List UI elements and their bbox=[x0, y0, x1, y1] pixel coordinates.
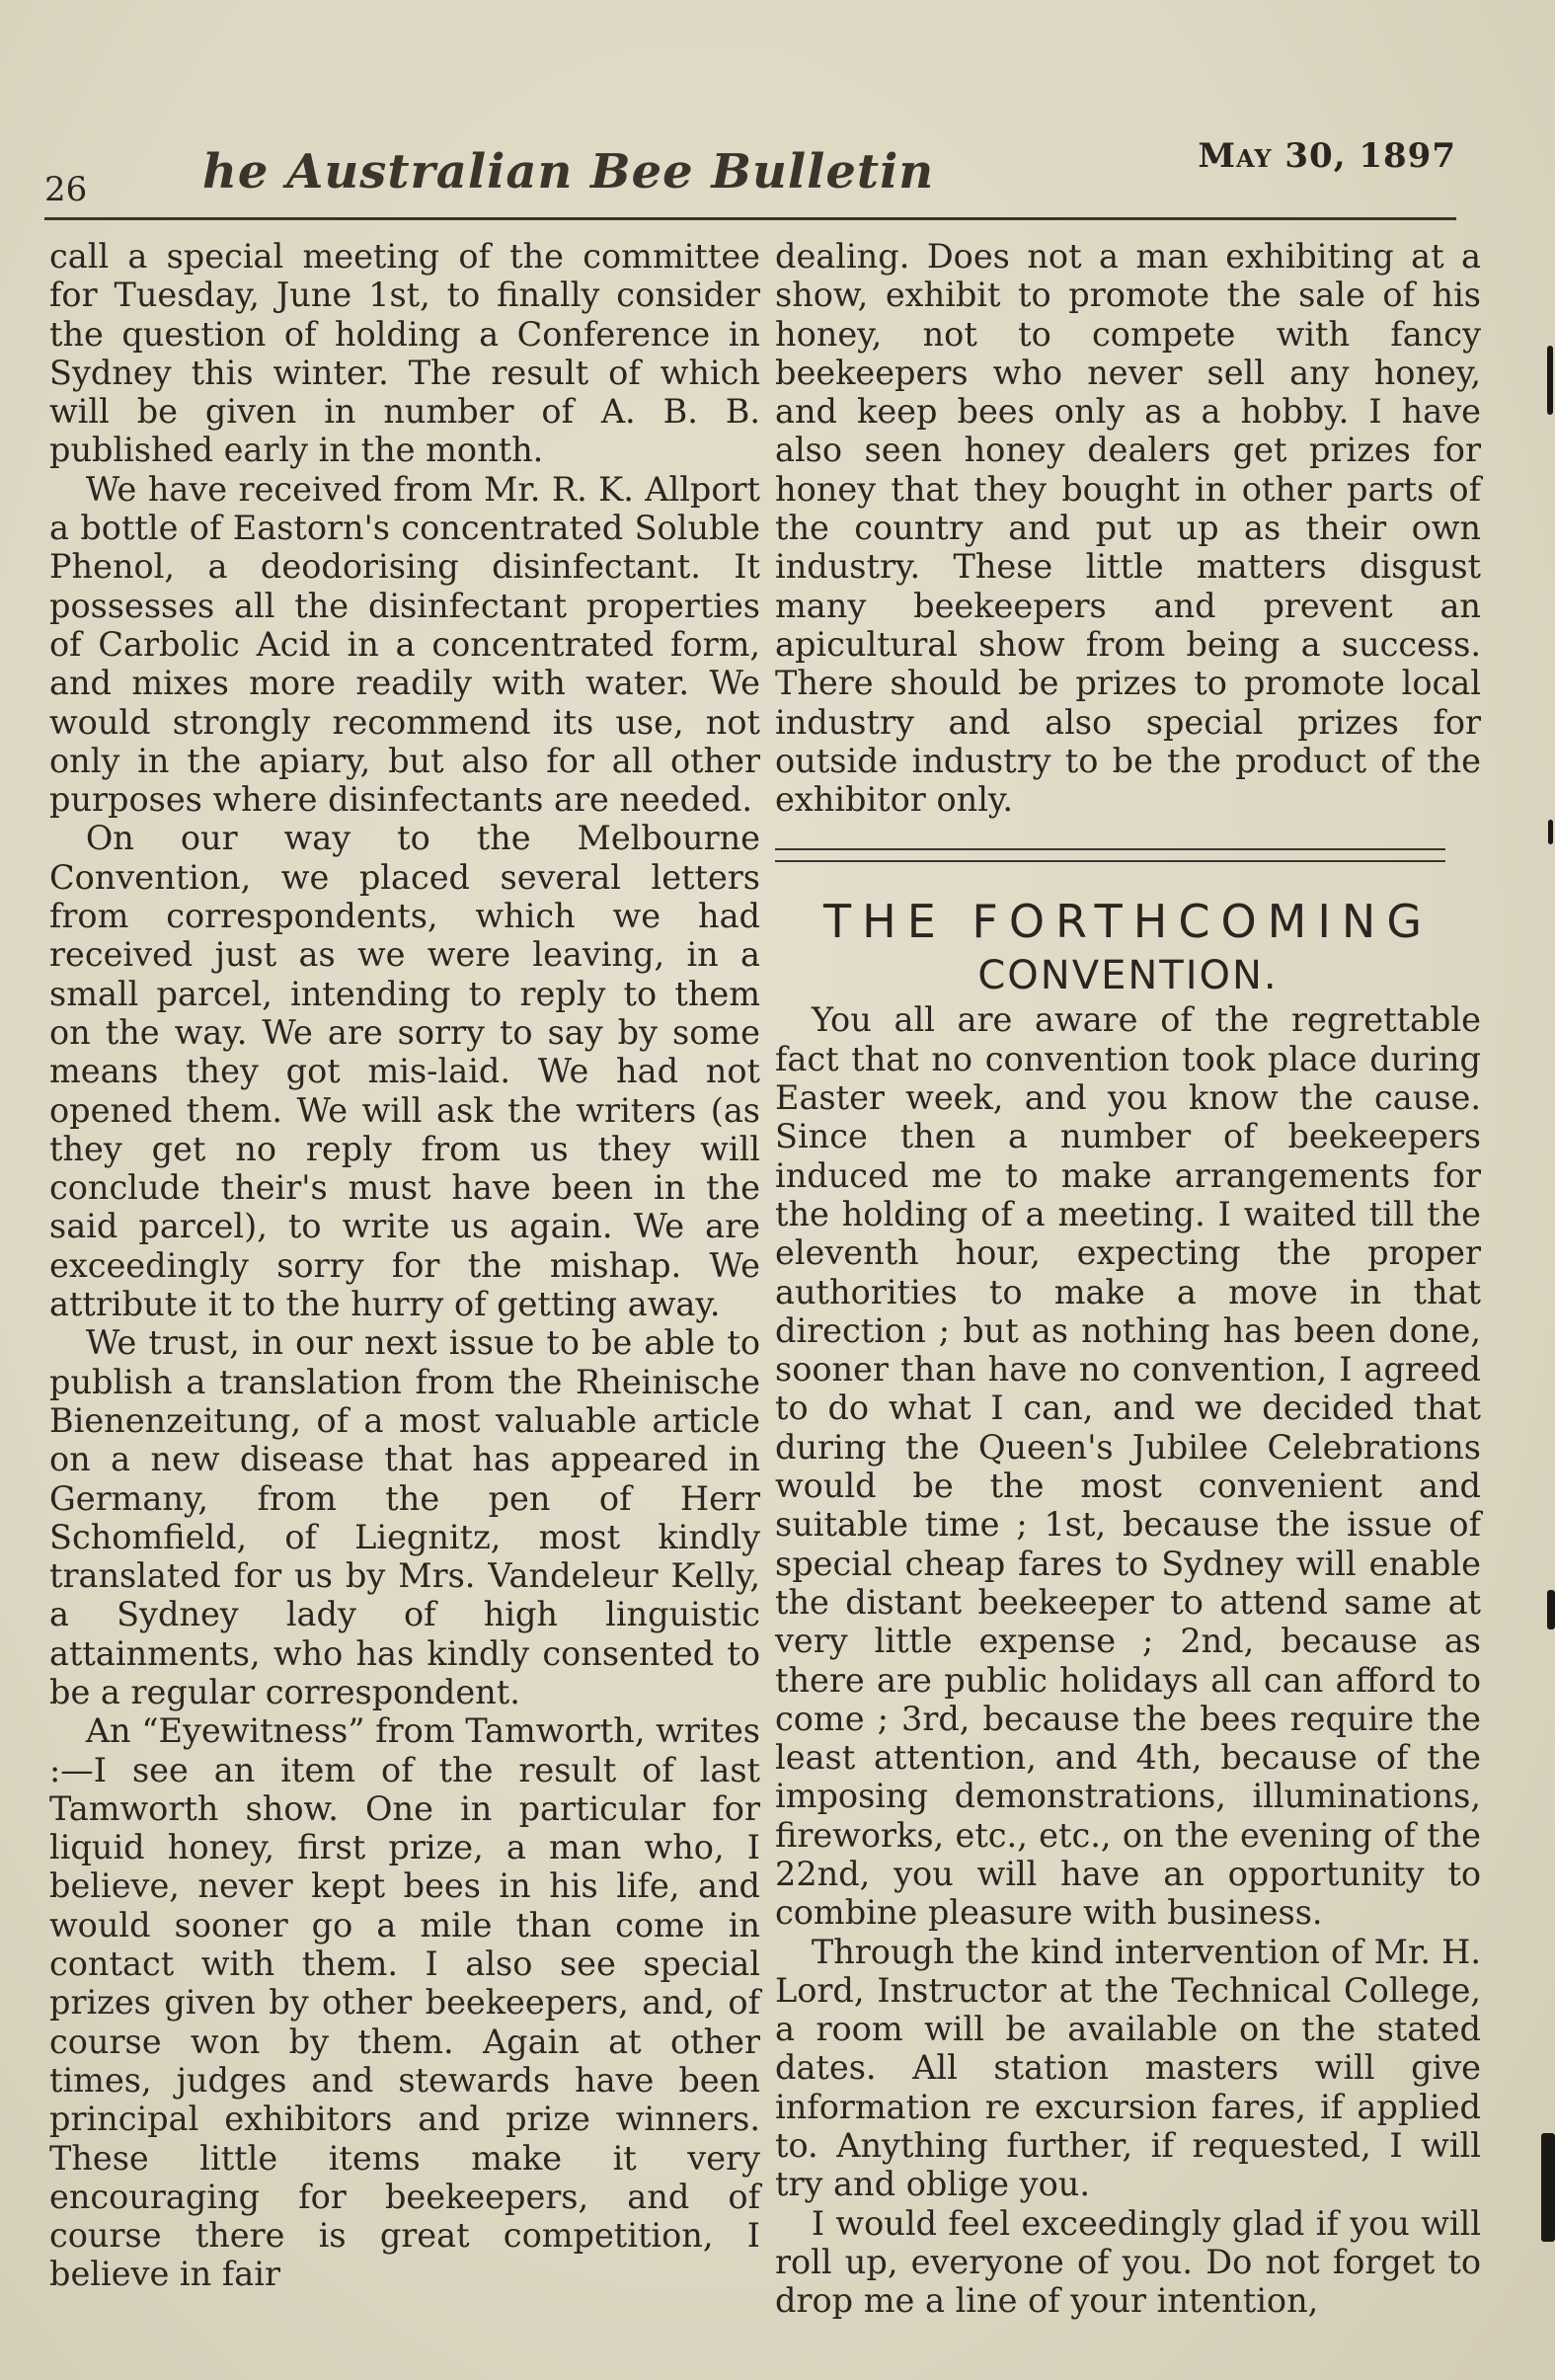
edge-mark bbox=[1548, 820, 1553, 844]
continuation-paragraph: dealing. Does not a man exhibiting at a show, exhibit to promote the sale of his honey, not to compete with fancy beekeepers who never sell any honey, and keep bees only as a hobby. I have also seen honey dealers get prizes for honey that they bought in other parts of the country and put up as their own industry. These little matters disgust many beekeepers and prevent an apicultural show from being a success. There should be prizes to promote local industry and also special prizes for outside industry to be the product of the exhibitor only. bbox=[775, 237, 1481, 820]
page-edge-marks bbox=[1537, 0, 1555, 2380]
issue-date: May 30, 1897 bbox=[1198, 136, 1456, 176]
page-number: 26 bbox=[44, 170, 88, 209]
right-column bbox=[775, 237, 1481, 2321]
paragraph: On our way to the Melbourne Convention, we placed several letters from correspondents, which we had received just as we were leaving, in a small parcel, intending to reply to them on the way. We are sorry to say by some means they got mis-laid. We had not opened them. We will ask the writers (as they get no reply from us they will conclude their's must have been in the said parcel), to write us again. We are exceedingly sorry for the mishap. We attribute it to the hurry of getting away. bbox=[49, 819, 760, 1324]
edge-mark bbox=[1541, 2133, 1555, 2242]
page-header bbox=[44, 136, 1456, 225]
edge-mark bbox=[1547, 1590, 1555, 1629]
paragraph: We have received from Mr. R. K. Allport a bottle of Eastorn's concentrated Soluble Phenol, a deodorising disinfectant. It possesses all the disinfectant properties of Carbolic Acid in a concentrated form, and mixes more readily with water. We would strongly recommend its use, not only in the apiary, but also for all other purposes where disinfectants are needed. bbox=[49, 469, 760, 820]
paragraph: call a special meeting of the committee for Tuesday, June 1st, to finally consider the question of holding a Conference in Sydney this winter. The result of which will be given in number of A. B. B. published early in the month. bbox=[49, 237, 760, 470]
left-column bbox=[49, 237, 760, 2294]
section-divider bbox=[775, 848, 1445, 862]
journal-title: he Australian Bee Bulletin bbox=[202, 144, 935, 199]
edge-mark bbox=[1547, 346, 1553, 415]
paragraph: I would feel exceedingly glad if you will roll up, everyone of you. Do not forget to drop me a line of your intention, bbox=[775, 2203, 1481, 2321]
paragraph: Through the kind intervention of Mr. H. Lord, Instructor at the Technical College, a room will be available on the stated dates. All station masters will give information re excursion fares, if applied to. Anything further, if requested, I will try and oblige you. bbox=[775, 1932, 1481, 2204]
paragraph: We trust, in our next issue to be able to publish a translation from the Rheinische Bienenzeitung, of a most valuable article on a new disease that has appeared in Germany, from the pen of Herr Schomfield, of Liegnitz, most kindly translated for us by Mrs. Vandeleur Kelly, a Sydney lady of high linguistic attainments, who has kindly consented to be a regular correspondent. bbox=[49, 1323, 760, 1711]
paragraph: You all are aware of the regrettable fact that no convention took place during Easter week, and you know the cause. Since then a number of beekeepers induced me to make arrangements for the holding of a meeting. I waited till the eleventh hour, expecting the proper authorities to make a move in that direction ; but as nothing has been done, sooner than have no convention, I agreed to do what I can, and we decided that during the Queen's Jubilee Celebrations would be the most convenient and suitable time ; 1st, because the issue of special cheap fares to Sydney will enable the distant beekeeper to attend same at very little expense ; 2nd, because as there are public holidays all can afford to come ; 3rd, because the bees require the least attention, and 4th, because of the imposing demonstrations, illuminations, fireworks, etc., etc., on the evening of the 22nd, you will have an opportunity to combine pleasure with business. bbox=[775, 1000, 1481, 1933]
section-subtitle: CONVENTION. bbox=[977, 953, 1279, 999]
section-title: THE FORTHCOMING bbox=[823, 895, 1433, 949]
header-rule bbox=[44, 217, 1456, 220]
paragraph: An “Eyewitness” from Tamworth, writes :—I see an item of the result of last Tamworth show. One in particular for liquid honey, first prize, a man who, I believe, never kept bees in his life, and would sooner go a mile than come in contact with them. I also see special prizes given by other beekeepers, and, of course won by them. Again at other times, judges and stewards have been principal exhibitors and prize winners. These little items make it very encouraging for beekeepers, and of course there is great competition, I believe in fair bbox=[49, 1711, 760, 2294]
